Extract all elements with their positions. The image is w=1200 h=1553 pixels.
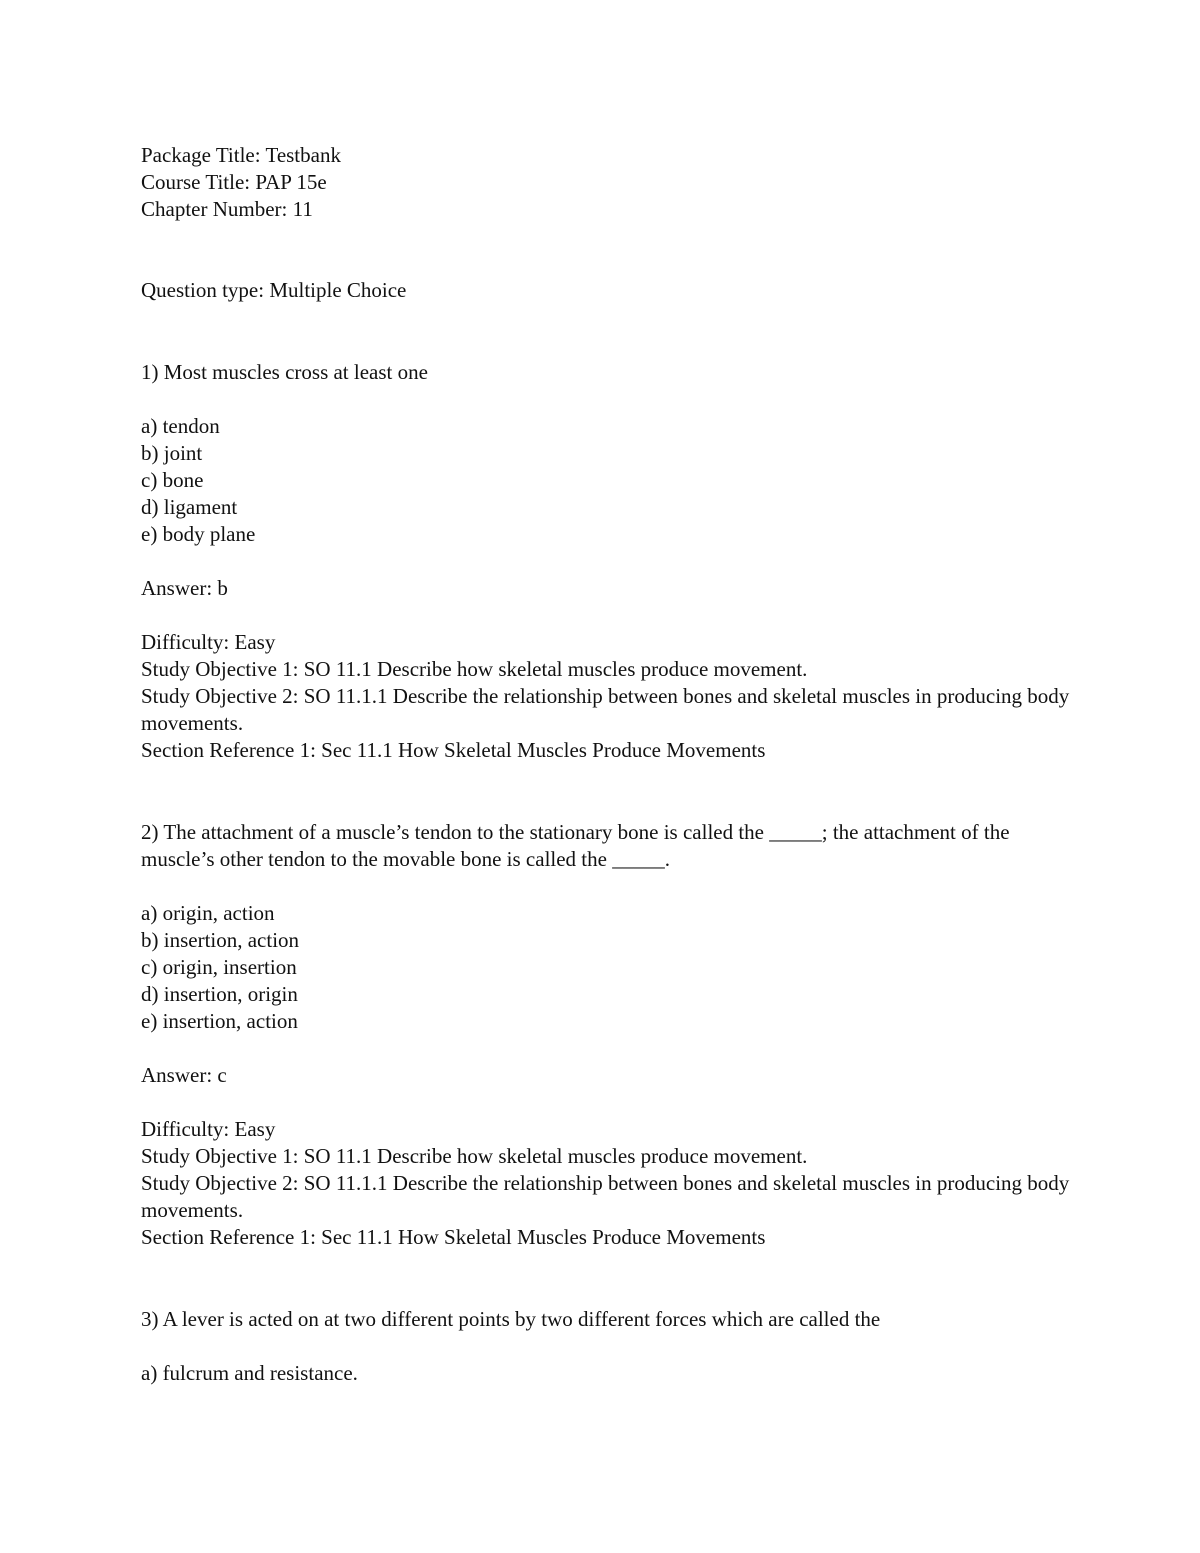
answer-option: c) origin, insertion [141,955,297,979]
study-objective-2: Study Objective 2: SO 11.1.1 Describe the relationship between bones and skeletal muscles in producing body movements. [141,1171,1070,1222]
answer-option: d) insertion, origin [141,982,298,1006]
question-1 [141,359,1071,764]
question-2 [141,819,1071,1251]
package-title: Package Title: Testbank [141,143,341,167]
section-reference-1: Section Reference 1: Sec 11.1 How Skeletal Muscles Produce Movements [141,1225,766,1249]
answer-option: d) ligament [141,495,238,519]
answer-option: e) insertion, action [141,1009,298,1033]
answer-option: a) fulcrum and resistance. [141,1361,358,1385]
question-stem: 1) Most muscles cross at least one [141,360,428,384]
section-reference-1: Section Reference 1: Sec 11.1 How Skeletal Muscles Produce Movements [141,738,766,762]
answer-option: e) body plane [141,522,256,546]
answer-option: c) bone [141,468,204,492]
question-type: Question type: Multiple Choice [141,278,407,302]
question-stem: 3) A lever is acted on at two different points by two different forces which are called the [141,1307,881,1331]
answer-key: Answer: b [141,576,228,600]
answer-option: a) tendon [141,414,220,438]
question-3 [141,1306,1071,1387]
question-stem: 2) The attachment of a muscle’s tendon to the stationary bone is called the _____; the attachment of the muscle’s other tendon to the movable bone is called the _____. [141,820,1010,871]
study-objective-1: Study Objective 1: SO 11.1 Describe how skeletal muscles produce movement. [141,1144,808,1168]
answer-key: Answer: c [141,1063,227,1087]
answer-option: b) joint [141,441,203,465]
chapter-number: Chapter Number: 11 [141,197,313,221]
document-page [141,142,1071,1387]
study-objective-2: Study Objective 2: SO 11.1.1 Describe the relationship between bones and skeletal muscles in producing body movements. [141,684,1070,735]
difficulty: Difficulty: Easy [141,630,276,654]
study-objective-1: Study Objective 1: SO 11.1 Describe how skeletal muscles produce movement. [141,657,808,681]
answer-option: a) origin, action [141,901,275,925]
difficulty: Difficulty: Easy [141,1117,276,1141]
course-title: Course Title: PAP 15e [141,170,327,194]
document-header [141,142,1071,223]
answer-option: b) insertion, action [141,928,300,952]
